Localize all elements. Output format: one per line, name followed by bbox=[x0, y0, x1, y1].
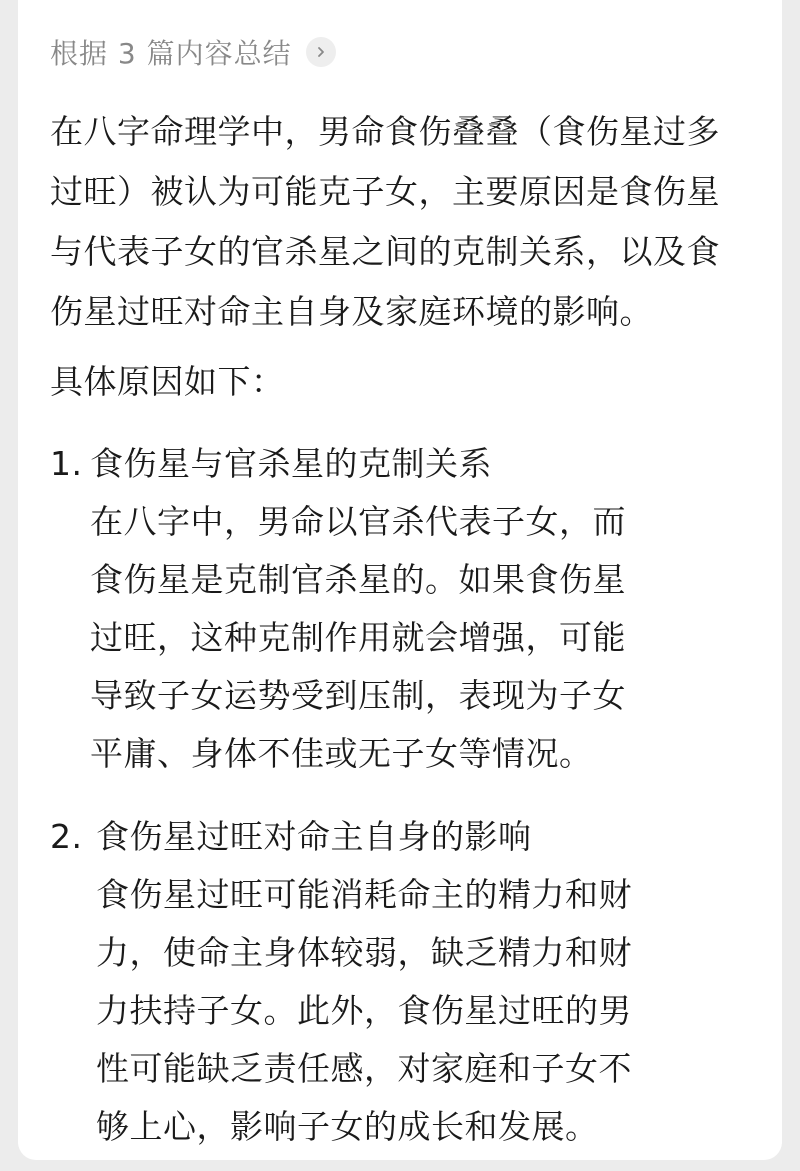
list-item-body: 食伤星过旺可能消耗命主的精力和财力，使命主身体较弱，缺乏精力和财力扶持子女。此外，食伤星过旺的男性可能缺乏责任感，对家庭和子女不够上心，影响子女的成长和发展。 bbox=[96, 875, 632, 1146]
sources-summary-link[interactable] bbox=[50, 28, 336, 76]
list-item-number: 2. bbox=[50, 817, 83, 856]
list-item bbox=[50, 435, 750, 783]
answer-card bbox=[18, 0, 782, 1160]
list-item-title: 食伤星过旺对命主自身的影响 bbox=[96, 817, 532, 856]
lead-paragraph: 具体原因如下： bbox=[50, 362, 285, 401]
list-item-body: 在八字中，男命以官杀代表子女，而食伤星是克制官杀星的。如果食伤星过旺，这种克制作用就会增强，可能导致子女运势受到压制，表现为子女平庸、身体不佳或无子女等情况。 bbox=[90, 502, 626, 773]
list-item-number: 1. bbox=[50, 444, 83, 483]
sources-summary-label: 根据 3 篇内容总结 bbox=[50, 37, 292, 70]
list-item bbox=[50, 808, 750, 1156]
list-item-title: 食伤星与官杀星的克制关系 bbox=[90, 444, 492, 483]
intro-paragraph: 在八字命理学中，男命食伤叠叠（食伤星过多过旺）被认为可能克子女，主要原因是食伤星与代表子女的官杀星之间的克制关系，以及食伤星过旺对命主自身及家庭环境的影响。 bbox=[50, 112, 720, 331]
chevron-right-icon[interactable] bbox=[306, 37, 336, 67]
